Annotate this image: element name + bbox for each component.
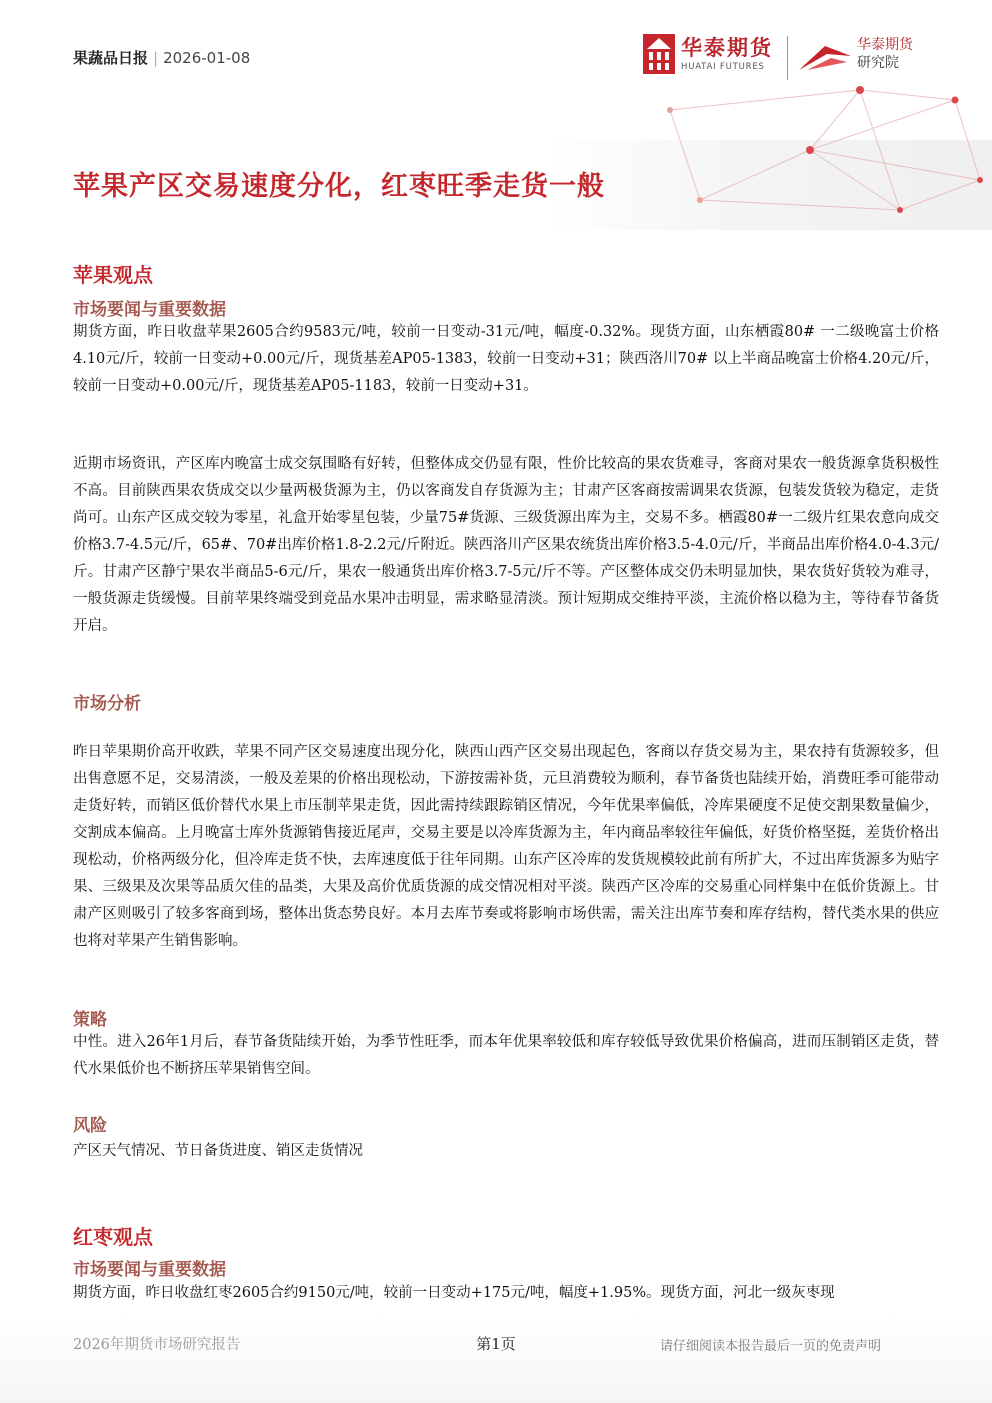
huatai-futures-logo	[643, 34, 773, 74]
institute-subtitle: 研究院	[857, 55, 899, 71]
report-header	[0, 0, 992, 230]
logo-english-name: HUATAI FUTURES	[681, 62, 765, 72]
logo-chinese-name: 华泰期货	[681, 36, 773, 60]
apple-strategy-paragraph: 中性。进入26年1月后，春节备货陆续开始，为季节性旺季，而本年优果率较低和库存较低导致优果价格偏高，进而压制销区走货，替代水果低价也不断挤压苹果销售空间。	[73, 1034, 939, 1077]
apple-news-heading: 市场要闻与重要数据	[73, 300, 226, 320]
page-title: 苹果产区交易速度分化，红枣旺季走货一般	[73, 171, 605, 202]
apple-news-paragraph-1: 期货方面，昨日收盘苹果2605合约9583元/吨，较前一日变动-31元/吨，幅度-0.32%。现货方面，山东栖霞80# 一二级晚富士价格4.10元/斤，较前一日变动+0.00元/斤，现货基差AP05-1383，较前一日变动+31；陕西洛川70# 以上半商品晚富士价格4.20元/斤，较前一日变动+0.00元/斤，现货基差AP05-1183，较前一日变动+31。	[73, 324, 939, 394]
meta-separator: |	[153, 48, 159, 67]
apple-news-paragraph-2: 近期市场资讯，产区库内晚富士成交氛围略有好转，但整体成交仍显有限，性价比较高的果农货难寻，客商对果农一般货源拿货积极性不高。目前陕西果农货成交以少量两极货源为主，仍以客商发自存货源为主；甘肃产区客商按需调果农货源，包装发货较为稳定，走货尚可。山东产区成交较为零星，礼盒开始零星包装，少量75#货源、三级货源出库为主，交易不多。栖霞80#一二级片红果农意向成交价格3.7-4.5元/斤，65#、70#出库价格1.8-2.2元/斤附近。陕西洛川产区果农统货出库价格3.5-4.0元/斤，半商品出库价格4.0-4.3元/斤。甘肃产区静宁果农半商品5-6元/斤，果农一般通货出库价格3.7-5元/斤不等。产区整体成交仍未明显加快，果农货好货较为难寻，一般货源走货缓慢。目前苹果终端受到竞品水果冲击明显，需求略显清淡。预计短期成交维持平淡，主流价格以稳为主，等待春节备货开启。	[73, 456, 939, 634]
jujube-news-heading: 市场要闻与重要数据	[73, 1260, 226, 1280]
footer-disclaimer-note: 请仔细阅读本报告最后一页的免责声明	[660, 1339, 882, 1354]
apple-analysis-paragraph: 昨日苹果期价高开收跌，苹果不同产区交易速度出现分化，陕西山西产区交易出现起色，客商以存货交易为主，果农持有货源较多，但出售意愿不足，交易清淡，一般及差果的价格出现松动，下游按需补货，元旦消费较为顺利，春节备货也陆续开始，消费旺季可能带动走货好转，而销区低价替代水果上市压制苹果走货，因此需持续跟踪销区情况，今年优果率偏低，冷库果硬度不足使交割果数量偏少，交割成本偏高。上月晚富士库外货源销售接近尾声，交易主要是以冷库货源为主，年内商品率较往年偏低，好货价格坚挺，差货价格出现松动，价格两级分化，但冷库走货不快，去库速度低于往年同期。山东产区冷库的发货规模较此前有所扩大，不过出库货源多为贴字果、三级果及次果等品质欠佳的品类，大果及高价优质货源的成交情况相对平淡。陕西产区冷库的交易重心同样集中在低价货源上。甘肃产区则吸引了较多客商到场，整体出货态势良好。本月去库节奏或将影响市场供需，需关注出库节奏和库存结构，替代类水果的供应也将对苹果产生销售影响。	[73, 744, 939, 949]
apple-risk-paragraph: 产区天气情况、节日备货进度、销区走货情况	[73, 1143, 363, 1159]
report-date: 2026-01-08	[163, 48, 251, 67]
jujube-news-paragraph-1: 期货方面，昨日收盘红枣2605合约9150元/吨，较前一日变动+175元/吨，幅度+1.95%。现货方面，河北一级灰枣现	[73, 1285, 835, 1301]
footer-page-number: 第1页	[476, 1335, 516, 1353]
huatai-logo-icon	[643, 34, 675, 74]
jujube-section-heading: 红枣观点	[73, 1225, 153, 1249]
footer-band	[0, 1316, 992, 1403]
apple-strategy-heading: 策略	[73, 1010, 107, 1030]
logo-divider	[787, 36, 788, 80]
institute-swoosh-icon	[797, 36, 855, 76]
network-graphic	[560, 80, 992, 230]
apple-analysis-heading: 市场分析	[73, 694, 141, 714]
apple-risk-heading: 风险	[73, 1116, 107, 1136]
institute-name: 华泰期货	[857, 37, 913, 53]
research-institute-logo	[797, 36, 913, 76]
footer-report-name: 2026年期货市场研究报告	[73, 1337, 241, 1353]
report-meta	[73, 47, 250, 68]
report-type: 果蔬品日报	[73, 49, 149, 67]
apple-section-heading: 苹果观点	[73, 263, 153, 287]
